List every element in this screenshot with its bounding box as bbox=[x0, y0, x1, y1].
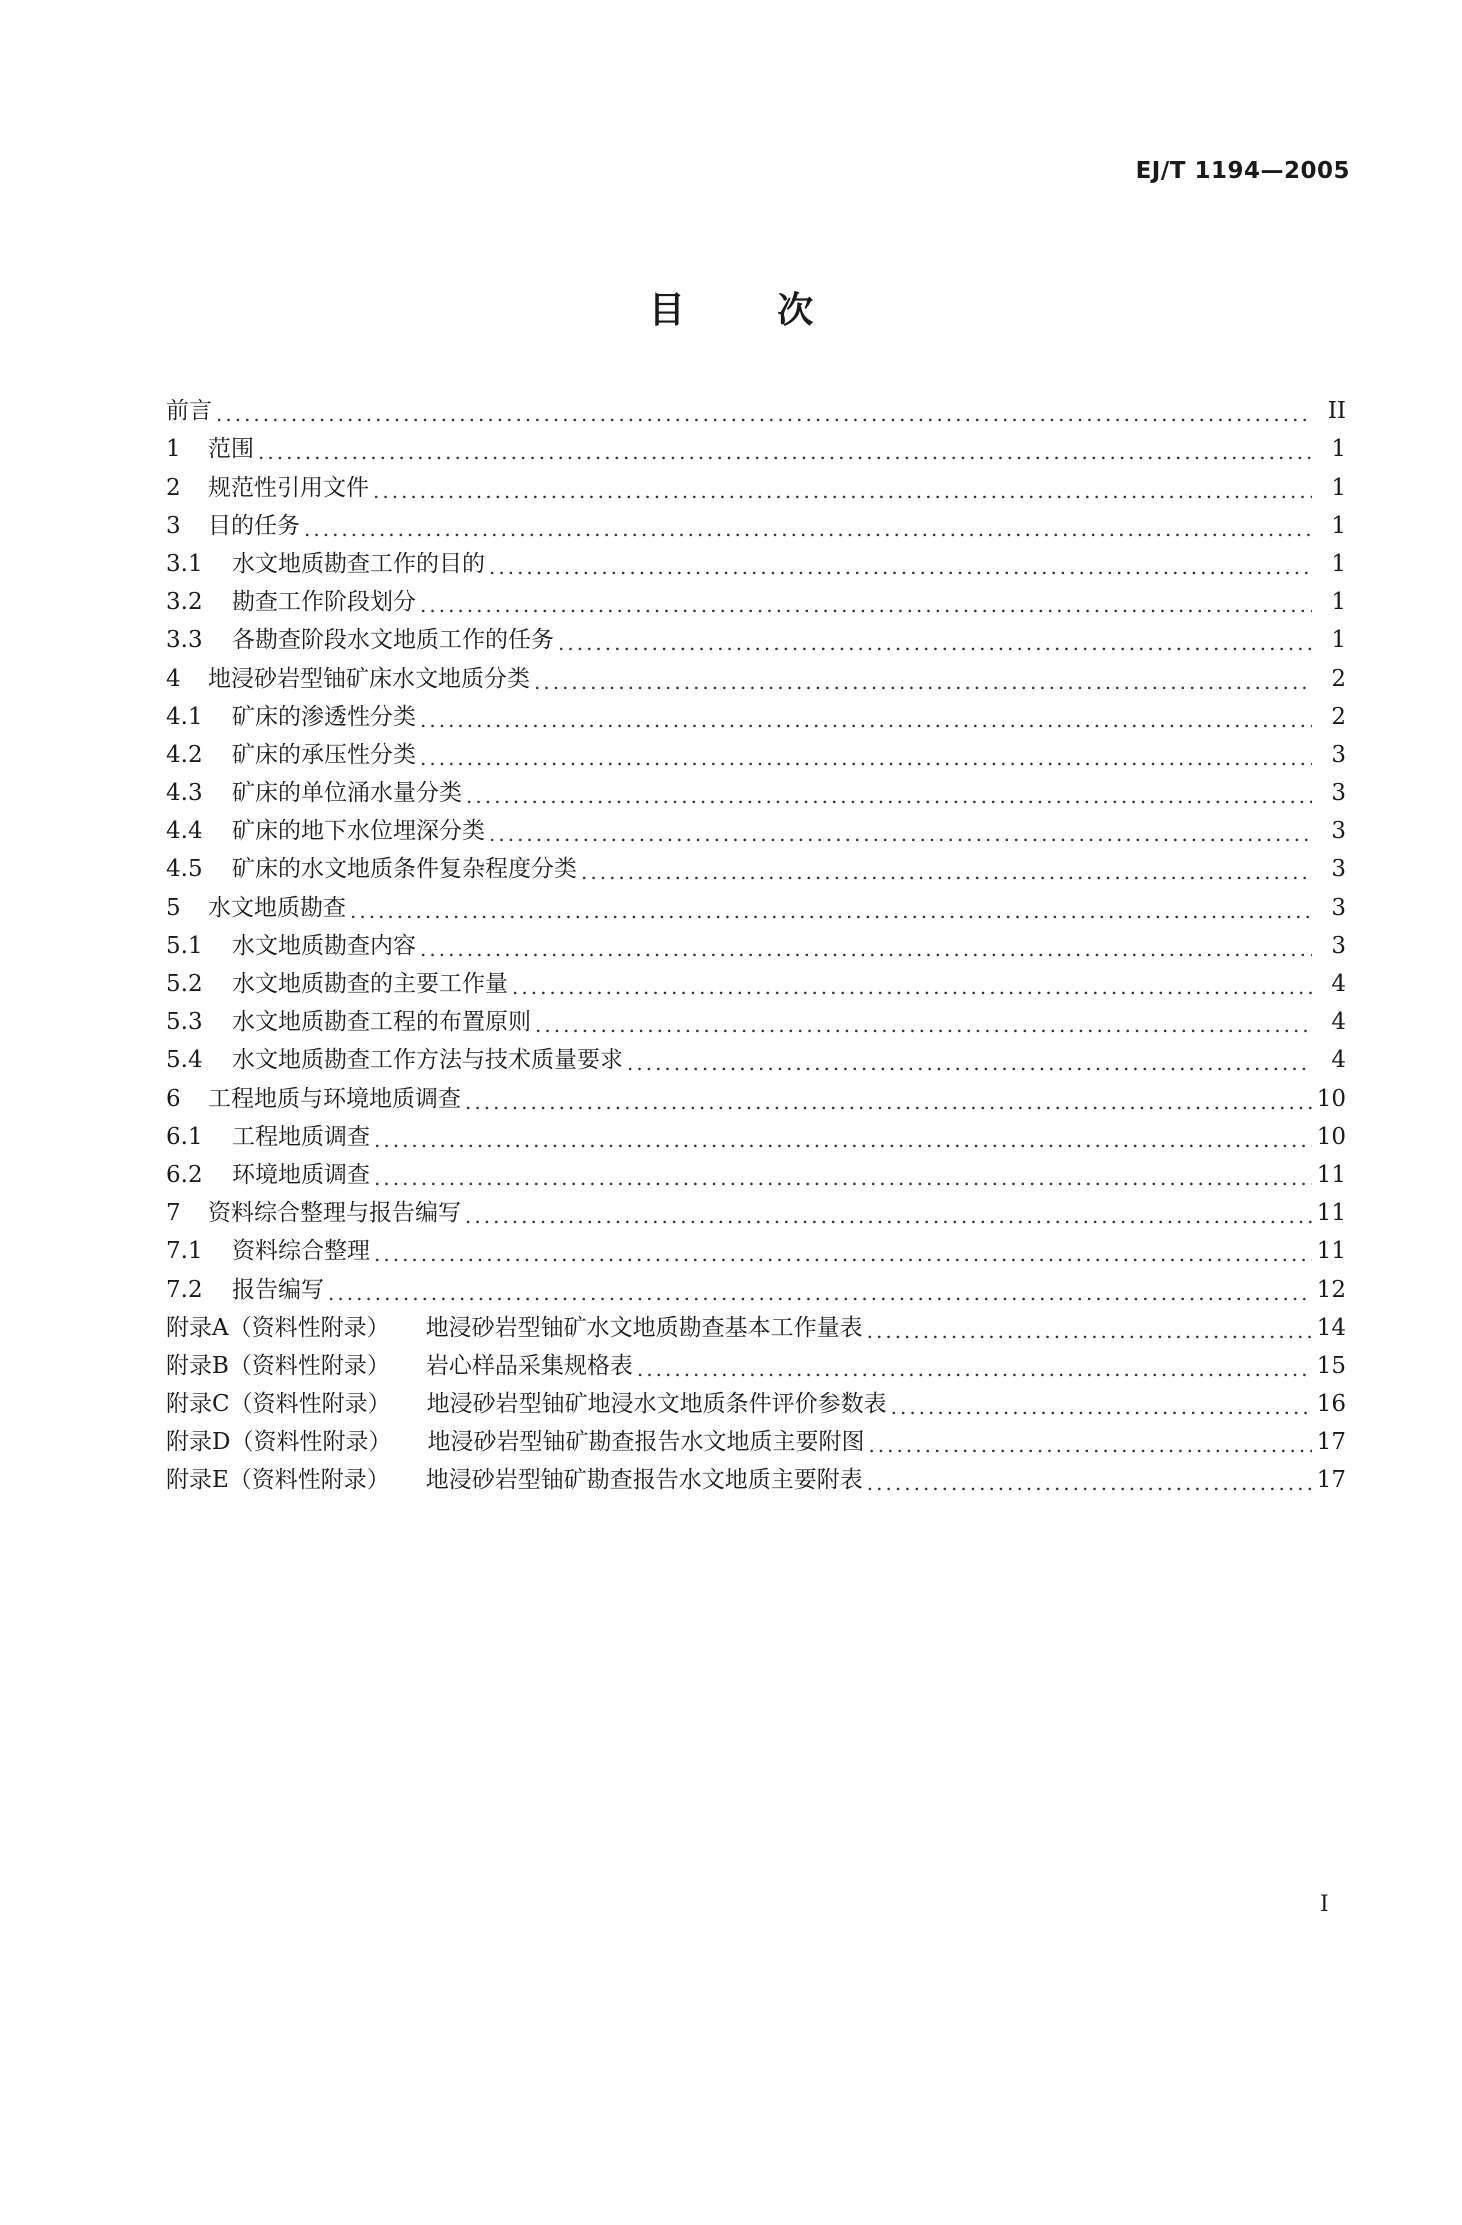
toc-entry-label: 目的任务 bbox=[208, 512, 300, 539]
toc-entry-number: 3.3 bbox=[166, 627, 203, 654]
toc-entry-number: 4.2 bbox=[166, 741, 203, 768]
toc-entry-page: 16 bbox=[1316, 1391, 1346, 1418]
toc-entry-number: 5.1 bbox=[166, 932, 203, 959]
toc-leader-dots bbox=[581, 860, 1312, 884]
toc-entry[interactable] bbox=[166, 1037, 1346, 1075]
toc-leader-dots bbox=[420, 746, 1312, 770]
toc-entry-page: 4 bbox=[1331, 1047, 1346, 1074]
toc-entry-label: 地浸砂岩型铀矿床水文地质分类 bbox=[208, 665, 530, 692]
toc-entry-appendix[interactable] bbox=[166, 1419, 1346, 1457]
toc-entry-number: 附录A（资料性附录） bbox=[166, 1314, 390, 1341]
toc-entry-number: 4.1 bbox=[166, 703, 203, 730]
toc-leader-dots bbox=[558, 631, 1312, 655]
toc-entry-label: 矿床的地下水位埋深分类 bbox=[232, 818, 485, 845]
toc-entry[interactable] bbox=[166, 655, 1346, 693]
standard-code: EJ/T 1194—2005 bbox=[1135, 158, 1350, 184]
toc-entry[interactable] bbox=[166, 694, 1346, 732]
toc-entry-page: 17 bbox=[1316, 1467, 1346, 1494]
toc-entry-number: 6 bbox=[166, 1085, 181, 1112]
toc-leader-dots bbox=[374, 1166, 1312, 1190]
toc-entry-appendix[interactable] bbox=[166, 1381, 1346, 1419]
toc-leader-dots bbox=[466, 784, 1312, 808]
toc-leader-dots bbox=[637, 1357, 1312, 1381]
toc-entry-page: 10 bbox=[1316, 1123, 1346, 1150]
toc-entry-number: 3 bbox=[166, 512, 181, 539]
toc-leader-dots bbox=[374, 1242, 1312, 1266]
toc-leader-dots bbox=[465, 1090, 1312, 1114]
toc-leader-dots bbox=[891, 1395, 1312, 1419]
toc-entry-page: 4 bbox=[1331, 1009, 1346, 1036]
toc-entry-page: 2 bbox=[1331, 665, 1346, 692]
toc-entry-label: 工程地质调查 bbox=[232, 1123, 370, 1150]
toc-entry-number: 5.3 bbox=[166, 1009, 203, 1036]
toc-entry-page: 3 bbox=[1331, 932, 1346, 959]
toc-entry-page: II bbox=[1327, 398, 1346, 425]
toc-leader-dots bbox=[420, 593, 1312, 617]
toc-entry-label: 环境地质调查 bbox=[232, 1161, 370, 1188]
toc-entry-page: 3 bbox=[1331, 894, 1346, 921]
toc-entry-number: 6.2 bbox=[166, 1161, 203, 1188]
toc-entry[interactable] bbox=[166, 1114, 1346, 1152]
toc-entry-page: 2 bbox=[1331, 703, 1346, 730]
toc-entry-number: 7.2 bbox=[166, 1276, 203, 1303]
toc-entry-page: 3 bbox=[1331, 741, 1346, 768]
toc-entry[interactable] bbox=[166, 732, 1346, 770]
toc-entry-number: 7 bbox=[166, 1200, 181, 1227]
toc-leader-dots bbox=[489, 555, 1312, 579]
toc-entry[interactable] bbox=[166, 808, 1346, 846]
toc-leader-dots bbox=[258, 440, 1312, 464]
toc-leader-dots bbox=[373, 479, 1312, 503]
toc-entry[interactable] bbox=[166, 541, 1346, 579]
toc-entry-number: 5 bbox=[166, 894, 181, 921]
toc-entry-number: 5.2 bbox=[166, 971, 203, 997]
toc-entry-page: 1 bbox=[1331, 436, 1346, 463]
toc-entry[interactable] bbox=[166, 464, 1346, 502]
toc-entry-page: 1 bbox=[1331, 627, 1346, 654]
toc-entry[interactable] bbox=[166, 1228, 1346, 1266]
toc-entry-number: 附录B（资料性附录） bbox=[166, 1352, 390, 1379]
toc-entry-number: 7.1 bbox=[166, 1238, 203, 1265]
toc-entry-number: 4.3 bbox=[166, 780, 203, 807]
toc-entry-page: 3 bbox=[1331, 856, 1346, 883]
toc-entry-label: 水文地质勘查工程的布置原则 bbox=[232, 1009, 531, 1036]
toc-leader-dots bbox=[420, 937, 1312, 961]
table-of-contents bbox=[166, 388, 1346, 1495]
toc-entry-label: 水文地质勘查的主要工作量 bbox=[232, 971, 508, 997]
toc-leader-dots bbox=[350, 899, 1312, 923]
toc-entry[interactable] bbox=[166, 1075, 1346, 1113]
toc-entry-label: 勘查工作阶段划分 bbox=[232, 589, 416, 616]
toc-leader-dots bbox=[535, 1013, 1312, 1037]
toc-leader-dots bbox=[465, 1204, 1312, 1228]
toc-leader-dots bbox=[534, 670, 1312, 694]
toc-entry-label: 规范性引用文件 bbox=[208, 474, 369, 501]
toc-entry-page: 11 bbox=[1316, 1238, 1346, 1265]
toc-entry-number: 3.2 bbox=[166, 589, 203, 616]
toc-leader-dots bbox=[867, 1319, 1312, 1343]
toc-entry[interactable] bbox=[166, 923, 1346, 961]
toc-entry-number: 4.4 bbox=[166, 818, 203, 845]
toc-entry-number: 1 bbox=[166, 436, 181, 463]
toc-entry-number: 4 bbox=[166, 665, 181, 692]
toc-entry-label: 水文地质勘查内容 bbox=[232, 932, 416, 959]
toc-leader-dots bbox=[489, 822, 1312, 846]
toc-entry-label: 矿床的单位涌水量分类 bbox=[232, 780, 462, 807]
toc-entry-label: 资料综合整理与报告编写 bbox=[208, 1200, 461, 1227]
toc-entry-page: 3 bbox=[1331, 780, 1346, 807]
toc-entry-page: 1 bbox=[1331, 589, 1346, 616]
toc-entry[interactable] bbox=[166, 770, 1346, 808]
toc-entry-label: 地浸砂岩型铀矿地浸水文地质条件评价参数表 bbox=[426, 1391, 887, 1418]
toc-entry-label: 水文地质勘查工作方法与技术质量要求 bbox=[232, 1047, 623, 1074]
toc-entry[interactable] bbox=[166, 1152, 1346, 1190]
toc-entry-appendix[interactable] bbox=[166, 1457, 1346, 1495]
toc-entry-label: 资料综合整理 bbox=[232, 1238, 370, 1265]
toc-entry-label: 矿床的承压性分类 bbox=[232, 741, 416, 768]
toc-entry-number: 3.1 bbox=[166, 550, 203, 577]
toc-entry-label: 范围 bbox=[208, 436, 254, 463]
toc-leader-dots bbox=[420, 708, 1312, 732]
page-number: I bbox=[1320, 1892, 1329, 1917]
toc-leader-dots bbox=[868, 1433, 1312, 1457]
toc-entry-label: 矿床的渗透性分类 bbox=[232, 703, 416, 730]
toc-entry-page: 4 bbox=[1331, 971, 1346, 997]
toc-entry-page: 1 bbox=[1331, 550, 1346, 577]
toc-entry-page: 1 bbox=[1331, 474, 1346, 501]
toc-entry-page: 3 bbox=[1331, 818, 1346, 845]
toc-entry[interactable] bbox=[166, 617, 1346, 655]
toc-entry-label: 地浸砂岩型铀矿水文地质勘查基本工作量表 bbox=[425, 1314, 863, 1341]
toc-entry-label: 前言 bbox=[166, 398, 212, 425]
toc-entry-number: 附录E（资料性附录） bbox=[166, 1467, 390, 1494]
toc-leader-dots bbox=[328, 1281, 1312, 1305]
toc-entry-page: 15 bbox=[1316, 1352, 1346, 1379]
toc-entry-number: 6.1 bbox=[166, 1123, 203, 1150]
toc-entry-label: 地浸砂岩型铀矿勘查报告水文地质主要附表 bbox=[425, 1467, 863, 1494]
toc-entry-label: 地浸砂岩型铀矿勘查报告水文地质主要附图 bbox=[427, 1429, 865, 1456]
toc-entry[interactable] bbox=[166, 846, 1346, 884]
toc-entry[interactable] bbox=[166, 999, 1346, 1037]
toc-entry-label: 岩心样品采集规格表 bbox=[425, 1352, 633, 1379]
toc-entry-label: 各勘查阶段水文地质工作的任务 bbox=[232, 627, 554, 654]
toc-entry-label: 矿床的水文地质条件复杂程度分类 bbox=[232, 856, 577, 883]
toc-entry[interactable] bbox=[166, 503, 1346, 541]
toc-entry-page: 11 bbox=[1316, 1161, 1346, 1188]
toc-entry-page: 1 bbox=[1331, 512, 1346, 539]
toc-leader-dots bbox=[374, 1128, 1312, 1152]
toc-entry-page: 12 bbox=[1316, 1276, 1346, 1303]
toc-entry[interactable] bbox=[166, 961, 1346, 999]
toc-leader-dots bbox=[216, 402, 1312, 426]
toc-entry-number: 5.4 bbox=[166, 1047, 203, 1074]
toc-entry[interactable] bbox=[166, 884, 1346, 922]
page-title: 目 次 bbox=[648, 290, 854, 331]
toc-entry-appendix[interactable] bbox=[166, 1343, 1346, 1381]
toc-entry-number: 附录C（资料性附录） bbox=[166, 1391, 391, 1418]
toc-entry-page: 11 bbox=[1316, 1200, 1346, 1227]
toc-leader-dots bbox=[867, 1471, 1312, 1495]
toc-leader-dots bbox=[627, 1051, 1312, 1075]
toc-leader-dots bbox=[512, 975, 1312, 999]
toc-entry-number: 2 bbox=[166, 474, 181, 501]
toc-entry-number: 附录D（资料性附录） bbox=[166, 1429, 392, 1456]
toc-entry-label: 工程地质与环境地质调查 bbox=[208, 1085, 461, 1112]
toc-entry-page: 17 bbox=[1316, 1429, 1346, 1456]
toc-entry[interactable] bbox=[166, 1190, 1346, 1228]
toc-entry-label: 水文地质勘查 bbox=[208, 894, 346, 921]
toc-entry-label: 水文地质勘查工作的目的 bbox=[232, 550, 485, 577]
toc-entry[interactable] bbox=[166, 579, 1346, 617]
toc-entry[interactable] bbox=[166, 426, 1346, 464]
toc-entry[interactable] bbox=[166, 1266, 1346, 1304]
toc-leader-dots bbox=[304, 517, 1312, 541]
toc-entry-page: 10 bbox=[1316, 1085, 1346, 1112]
toc-entry-page: 14 bbox=[1316, 1314, 1346, 1341]
toc-entry-label: 报告编写 bbox=[232, 1276, 324, 1303]
toc-entry-appendix[interactable] bbox=[166, 1305, 1346, 1343]
toc-entry[interactable] bbox=[166, 388, 1346, 426]
toc-entry-number: 4.5 bbox=[166, 856, 203, 883]
